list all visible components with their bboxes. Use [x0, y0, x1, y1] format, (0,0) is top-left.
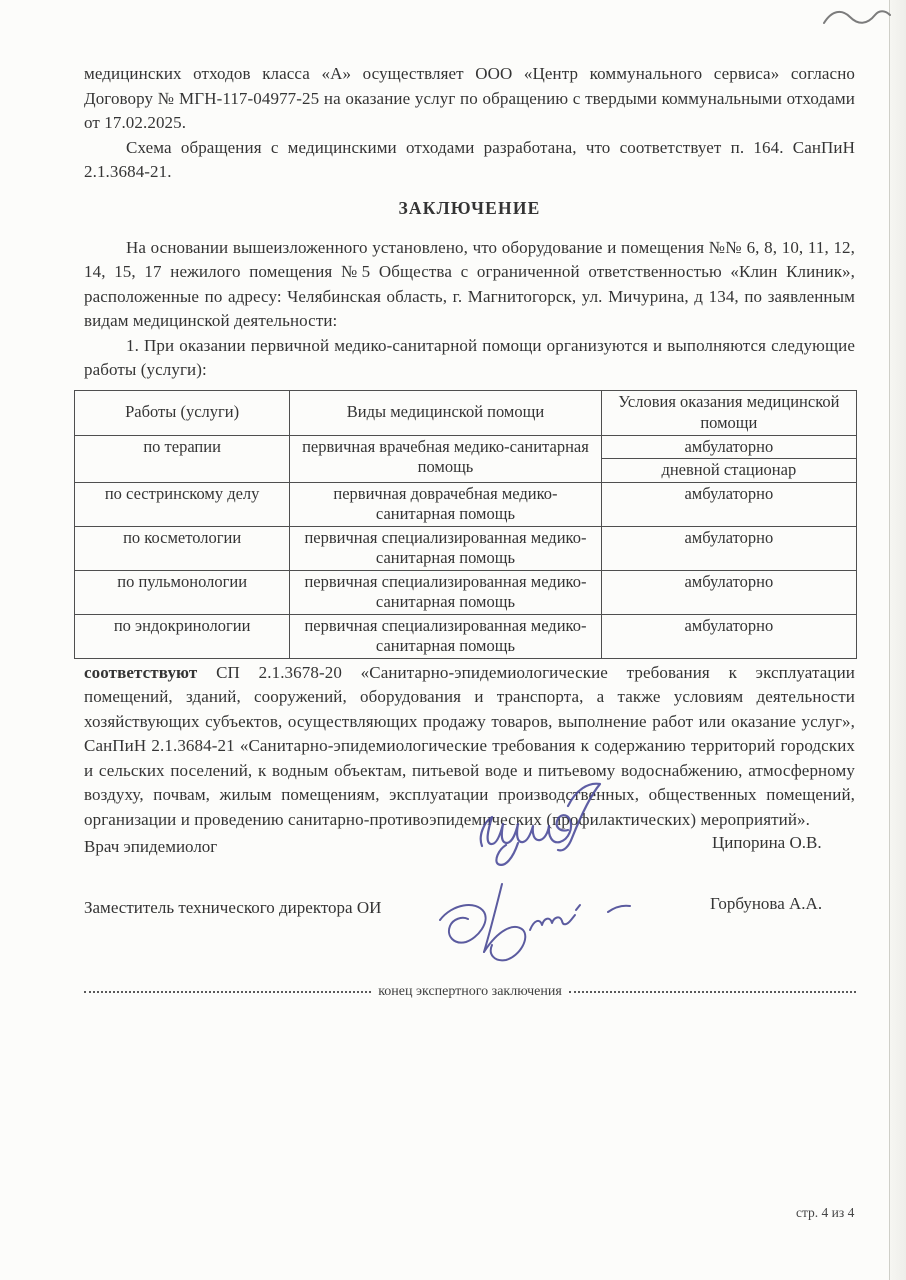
signer-role-deputy-director: Заместитель технического директора ОИ — [84, 898, 382, 917]
table-row — [75, 570, 857, 614]
signature-image — [468, 780, 638, 880]
table-header-row — [75, 390, 857, 435]
cell-condition: амбулаторно — [601, 526, 856, 570]
dashed-divider — [569, 991, 856, 993]
paragraph-item1: 1. При оказании первичной медико-санитарной помощи организуются и выполняются следующие работы (услуги): — [84, 335, 855, 379]
scan-page-edge — [889, 0, 906, 1280]
cell-work: по сестринскому делу — [75, 482, 290, 526]
cell-work: по косметологии — [75, 526, 290, 570]
end-of-conclusion-label: конец экспертного заключения — [378, 984, 562, 999]
table-row — [75, 614, 857, 658]
paragraph-basis: На основании вышеизложенного установлено, что оборудование и помещения №№ 6, 8, 10, 11, 12, 14, 15, 17 нежилого помещения №5 Общества с ограниченной ответственностью «Клин Клиник», расположенные по адресу: Челябинская область, г. Магнитогорск, ул. Мичурина, д 134, по заявленным видам медицинской деятельности: — [84, 237, 855, 330]
services-table — [74, 390, 857, 659]
cell-type: первичная доврачебная медико-санитарная помощь — [290, 482, 601, 526]
col-header-conditions: Условия оказания медицинской помощи — [601, 390, 856, 435]
cell-type: первичная врачебная медико-санитарная помощь — [290, 435, 601, 482]
page-number: стр. 4 из 4 — [796, 1205, 855, 1220]
cell-work: по пульмонологии — [75, 570, 290, 614]
end-of-conclusion-rule — [84, 984, 856, 1000]
cell-condition: амбулаторно — [601, 570, 856, 614]
cell-condition: амбулаторно — [601, 482, 856, 526]
col-header-types: Виды медицинской помощи — [290, 390, 601, 435]
signer-role-epidemiologist: Врач эпидемиолог — [84, 837, 218, 856]
cell-condition: амбулаторно — [601, 435, 856, 459]
paragraph-waste-contract: медицинских отходов класса «А» осуществляет ООО «Центр коммунального сервиса» согласно Договору № МГН-117-04977-25 на оказание услуг по обращению с твердыми коммунальными отходами от 17.02.2025. — [84, 64, 855, 132]
cell-work: по эндокринологии — [75, 614, 290, 658]
paragraph-waste-scheme: Схема обращения с медицинскими отходами разработана, что соответствует п. 164. СанПиН 2.1.3684-21. — [84, 137, 855, 181]
conformity-bold-lead: соответствуют — [84, 662, 198, 682]
conformity-rest: СП 2.1.3678-20 «Санитарно-эпидемиологические требования к эксплуатации помещений, зданий, сооружений, оборудования и транспорта, а также условиям деятельности хозяйствующих субъектов, осуществляющих продажу товаров, выполнение работ или оказание услуг», СанПиН 2.1.3684-21 «Санитарно-эпидемиологические требования к содержанию территорий городских и сельских поселений, к водным объектам, питьевой воде и питьевому водоснабжению, атмосферному воздуху, почвам, жилым помещениям, эксплуатации производственных, общественных помещений, организации и проведению санитарно-противоэпидемических (профилактических) мероприятий». — [84, 662, 855, 829]
table-row — [75, 435, 857, 459]
cell-type: первичная специализированная медико-санитарная помощь — [290, 570, 601, 614]
signature-image — [422, 868, 657, 978]
dashed-divider — [84, 991, 371, 993]
cell-type: первичная специализированная медико-санитарная помощь — [290, 614, 601, 658]
table-row — [75, 526, 857, 570]
col-header-works: Работы (услуги) — [75, 390, 290, 435]
cell-condition: амбулаторно — [601, 614, 856, 658]
signer-name-ciporina: Ципорина О.В. — [712, 833, 822, 852]
cell-type: первичная специализированная медико-санитарная помощь — [290, 526, 601, 570]
document-body — [84, 62, 855, 832]
table-row — [75, 482, 857, 526]
cell-work: по терапии — [75, 435, 290, 482]
cell-condition: дневной стационар — [601, 459, 856, 483]
signer-name-gorbunova: Горбунова А.А. — [710, 894, 823, 913]
conclusion-heading: ЗАКЛЮЧЕНИЕ — [398, 197, 541, 218]
pen-squiggle-mark-icon — [820, 5, 894, 31]
